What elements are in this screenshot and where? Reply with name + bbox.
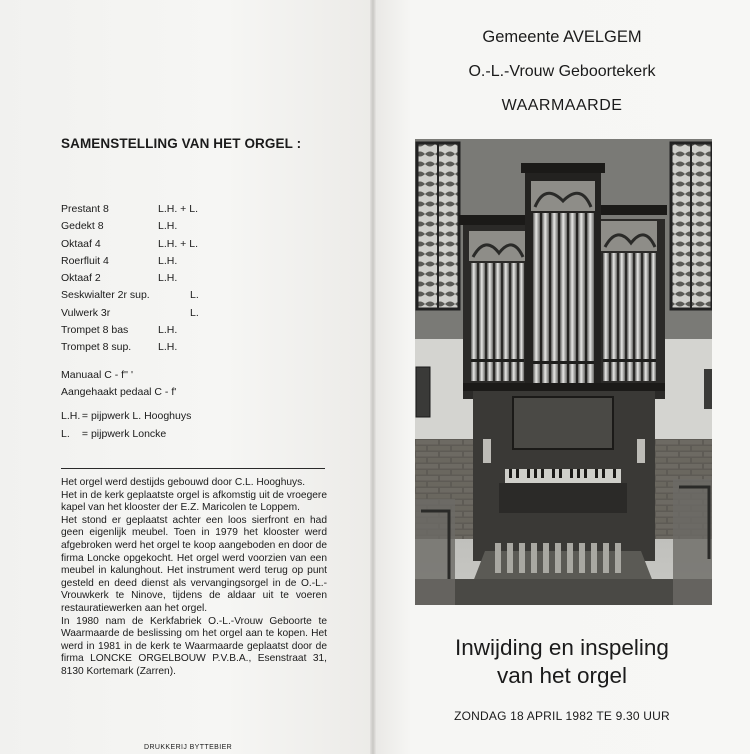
history-paragraph: Het orgel werd destijds gebouwd door C.L. Hooghuys. bbox=[61, 477, 306, 488]
history-paragraph: In 1980 nam de Kerkfabriek O.-L.-Vrouw Geboorte te Waarmaarde de beslissing om het orgel aan te kopen. Het werd in 1981 in de kerk te Waarmaarde geplaatst door de firma LONCKE ORGELBOUW P.V.B.A., Esenstraat 31, 8130 Kortemark (Zarren). bbox=[61, 615, 327, 677]
stop-name: Trompet 8 sup. bbox=[61, 341, 132, 354]
pedal-range: Aangehaakt pedaal C - f' bbox=[61, 385, 177, 398]
stop-name: Vulwerk 3r bbox=[61, 306, 111, 319]
event-title-line: Inwijding en inspeling bbox=[455, 635, 669, 660]
legend-key: L.H. bbox=[61, 410, 81, 422]
history-paragraph: Het stond er geplaatst achter een loos sierfront en had geen eigenlijk meubel. Toen in 1979 het klooster werd afgebroken werd het orgel te koop aangeboden en door de firma Loncke opgekocht. Het orgel werd voorzien van een meubel in kalunghout. Het instrument werd terug op punt gesteld en deed dienst als vervangingsorgel in de O.-L.-Vrouwkerk te Ninove, tijdens de aldaar uit te voeren restauratiewerken aan het orgel. bbox=[61, 514, 327, 614]
compass-notes bbox=[61, 367, 176, 400]
stop-builder: L.H. bbox=[158, 341, 178, 354]
legend-key: L. bbox=[61, 427, 70, 440]
municipality-heading: Gemeente AVELGEM bbox=[482, 28, 642, 46]
legend-text: = pijpwerk L. Hooghuys bbox=[81, 410, 192, 422]
printer-credit: DRUKKERIJ BYTTEBIER bbox=[144, 744, 233, 751]
stop-builder: L.H. bbox=[158, 324, 178, 337]
stop-name: Prestant 8 bbox=[61, 203, 109, 215]
legend-item bbox=[61, 408, 191, 426]
legend-text: = pijpwerk Loncke bbox=[81, 427, 167, 440]
stop-builder: L.H. bbox=[158, 220, 178, 233]
organ-photo bbox=[415, 139, 712, 605]
stop-name: Oktaaf 4 bbox=[61, 237, 101, 250]
event-title bbox=[374, 634, 750, 690]
stop-name: Oktaaf 2 bbox=[61, 272, 101, 285]
stop-name: Seskwialter 2r sup. bbox=[61, 289, 150, 302]
stop-builder: L.H. bbox=[158, 254, 178, 267]
stop-builder: L. bbox=[190, 306, 199, 319]
event-title-line: van het orgel bbox=[496, 663, 628, 688]
stop-builder: L.H. + L. bbox=[158, 203, 198, 215]
stop-builder: L.H. + L. bbox=[158, 237, 198, 250]
stop-name: Trompet 8 bas bbox=[61, 324, 129, 337]
church-heading: O.-L.-Vrouw Geboortekerk bbox=[468, 63, 656, 80]
organ-composition-heading: SAMENSTELLING VAN HET ORGEL : bbox=[61, 136, 302, 151]
stop-name: Gedekt 8 bbox=[61, 220, 104, 233]
village-heading: WAARMAARDE bbox=[501, 97, 623, 114]
divider-line bbox=[61, 468, 325, 469]
legend-item bbox=[61, 426, 191, 444]
organ-history bbox=[61, 477, 327, 679]
stop-builder: L.H. bbox=[158, 272, 178, 285]
history-paragraph: Het in de kerk geplaatste orgel is afkomstig uit de vroegere kapel van het klooster der E.Z. Maricolen te Loppem. bbox=[61, 489, 327, 514]
manual-range: Manuaal C - f'' ' bbox=[61, 369, 133, 381]
builder-legend bbox=[61, 408, 191, 443]
stop-name: Roerfluit 4 bbox=[61, 254, 109, 267]
event-date: ZONDAG 18 APRIL 1982 TE 9.30 UUR bbox=[454, 709, 670, 723]
stop-builder: L. bbox=[190, 289, 199, 302]
